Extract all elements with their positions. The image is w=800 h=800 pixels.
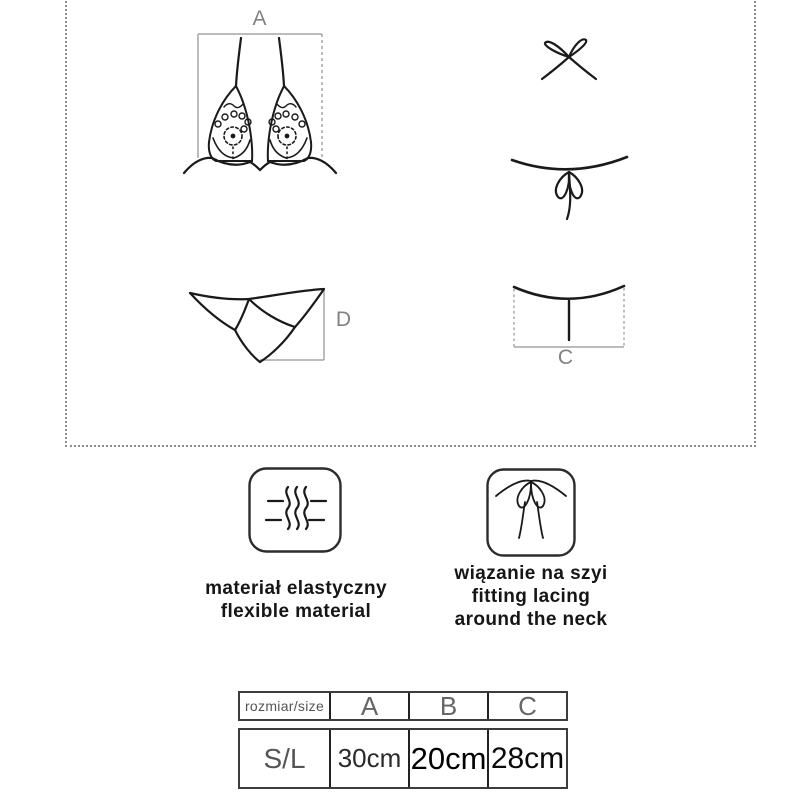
cell-a-value: 30cm bbox=[329, 730, 408, 787]
measure-label-d: D bbox=[335, 308, 353, 331]
header-cell-c: C bbox=[487, 693, 566, 719]
caption-line: fitting lacing bbox=[471, 586, 591, 607]
caption-line: materiał elastyczny bbox=[205, 578, 387, 599]
size-table bbox=[238, 691, 568, 789]
caption-line: wiązanie na szyi bbox=[454, 563, 608, 584]
top-back-drawing bbox=[492, 27, 642, 227]
caption-line: around the neck bbox=[454, 609, 608, 630]
elastic-material-caption bbox=[186, 577, 406, 623]
neck-lacing-caption bbox=[431, 562, 631, 631]
size-table-header-row bbox=[238, 691, 568, 721]
panties-front-drawing bbox=[187, 280, 337, 370]
measure-label-c: C bbox=[557, 346, 575, 369]
measure-label-a: A bbox=[252, 7, 268, 30]
cell-b-value: 20cm bbox=[408, 730, 487, 787]
cell-c-value: 28cm bbox=[487, 730, 566, 787]
measurement-diagram-frame bbox=[65, 0, 756, 447]
bra-front-drawing bbox=[182, 10, 342, 185]
header-cell-size-label: rozmiar/size bbox=[244, 698, 325, 714]
header-cell-b: B bbox=[408, 693, 487, 719]
size-table-data-row bbox=[238, 728, 568, 789]
caption-line: flexible material bbox=[220, 601, 372, 622]
header-cell-a: A bbox=[329, 693, 408, 719]
cell-size-value: S/L bbox=[263, 742, 306, 774]
